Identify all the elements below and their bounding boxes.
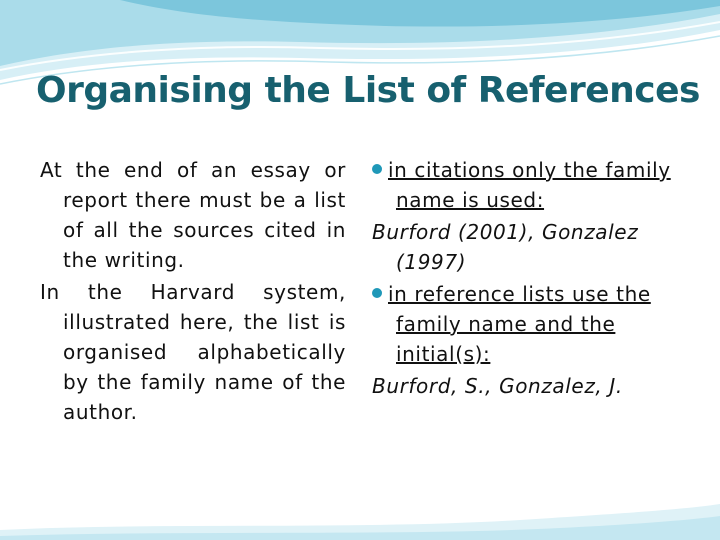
- bullet-dot-icon: [372, 288, 382, 298]
- example-citations: [372, 217, 672, 277]
- example-reference-lists: [372, 371, 672, 401]
- paragraph-essay-reference-list: At the end of an essay or report there must be a list of all the sources cited in the writing.: [40, 158, 346, 272]
- bullet-dot-icon: [372, 164, 382, 174]
- bullet-item-citations: [372, 155, 672, 215]
- example-text-citations: Burford (2001), Gonzalez (1997): [372, 220, 639, 274]
- bullet-item-reference-lists: [372, 279, 672, 369]
- left-column: [40, 155, 346, 429]
- example-text-reference-lists: Burford, S., Gonzalez, J.: [372, 374, 623, 398]
- decorative-wave-bottom: [0, 500, 720, 540]
- right-column: [372, 155, 672, 403]
- slide-title: Organising the List of References: [36, 70, 700, 111]
- bullet-text-citations: in citations only the family name is used:: [388, 158, 671, 212]
- bullet-text-reference-lists: in reference lists use the family name and the initial(s):: [388, 282, 651, 366]
- paragraph-harvard-system: In the Harvard system, illustrated here, the list is organised alphabetically by the family name of the author.: [40, 280, 346, 424]
